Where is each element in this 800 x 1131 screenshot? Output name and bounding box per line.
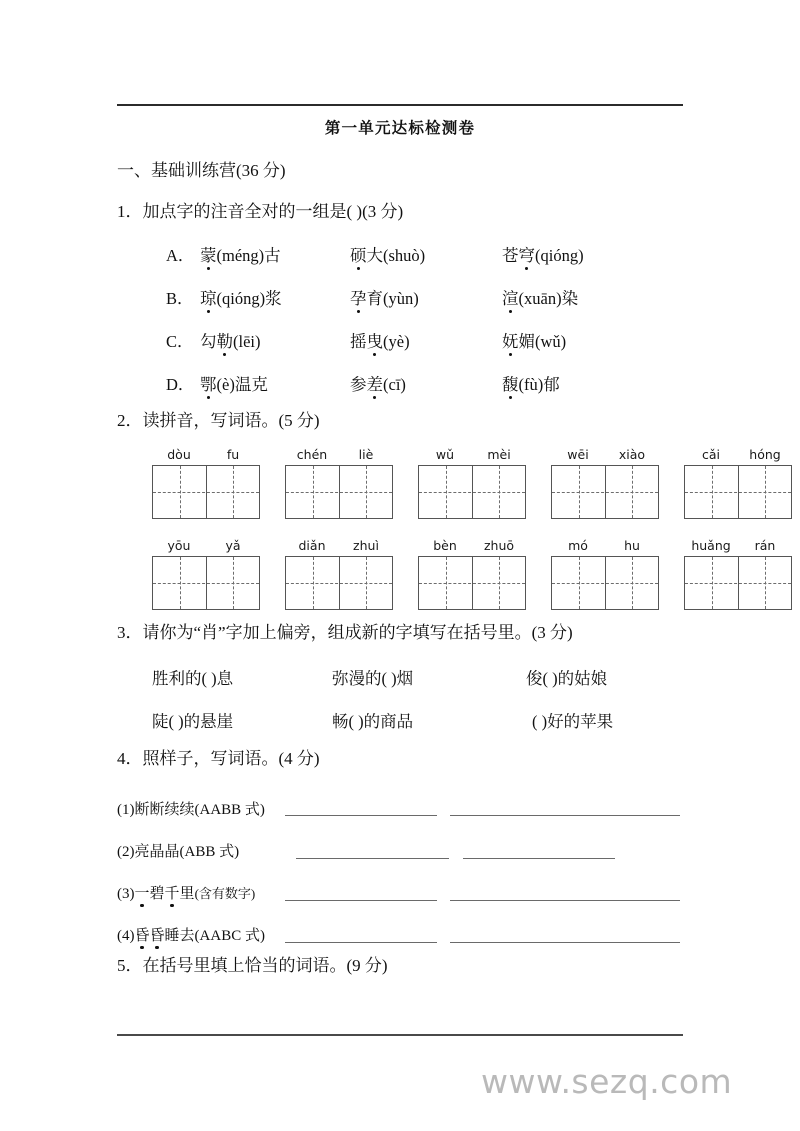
- question-1-text: 加点字的注音全对的一组是( )(3 分): [142, 202, 404, 221]
- page-title: 第一单元达标检测卷: [324, 118, 476, 137]
- pinyin-pair: [418, 538, 526, 556]
- pinyin-grid-group[interactable]: [152, 538, 260, 610]
- option-a-item-1: [200, 242, 350, 266]
- emphasis-char: 昏: [150, 924, 165, 945]
- emphasis-char: 千: [165, 882, 180, 903]
- emphasis-char: 曳: [367, 328, 384, 352]
- answer-blank[interactable]: [285, 942, 437, 943]
- opt-pre: 勾: [200, 332, 217, 351]
- option-d-item-2: [350, 371, 502, 395]
- emphasis-char: 妩: [502, 328, 519, 352]
- question-2-number: 2．: [117, 411, 143, 430]
- option-d-item-1: [200, 371, 350, 395]
- pinyin-pair: [285, 538, 393, 556]
- emphasis-char: 蒙: [200, 242, 217, 266]
- emphasis-char: 一: [135, 882, 150, 903]
- pinyin-right: zhuì: [353, 538, 379, 553]
- question-4-text: 照样子，写词语。(4 分): [142, 749, 320, 768]
- answer-blank[interactable]: [450, 900, 680, 901]
- option-d-item-3: [502, 371, 652, 395]
- emphasis-char: 渲: [502, 285, 519, 309]
- item-note: (含有数字): [194, 886, 256, 901]
- pinyin-grid-group[interactable]: [285, 538, 393, 610]
- pinyin-pair: [418, 447, 526, 465]
- fill-blank-slot[interactable]: 陡( )的悬崖: [152, 712, 234, 731]
- question-4-number: 4．: [117, 749, 143, 768]
- tianzige-box[interactable]: [285, 556, 393, 610]
- question-5-prompt: [117, 957, 388, 976]
- question-2-prompt: [117, 412, 320, 431]
- option-row-d: [166, 371, 652, 395]
- option-c-item-1: [200, 328, 350, 352]
- pinyin-left: bèn: [433, 538, 457, 553]
- question-4-item-2: [117, 840, 239, 861]
- item-text: 里: [179, 886, 195, 902]
- item-note: (AABC 式): [194, 928, 265, 944]
- tianzige-box[interactable]: [152, 465, 260, 519]
- option-b-item-1: [200, 285, 350, 309]
- tianzige-box[interactable]: [152, 556, 260, 610]
- question-4-item-4: [117, 924, 265, 945]
- fill-blank-slot[interactable]: 胜利的( )息: [152, 669, 234, 688]
- pinyin-grid-group[interactable]: [418, 447, 526, 519]
- tianzige-box[interactable]: [551, 465, 659, 519]
- answer-blank[interactable]: [463, 858, 615, 859]
- emphasis-char: 勒: [217, 328, 234, 352]
- opt-pre: 参: [350, 375, 367, 394]
- section-heading: 一、基础训练营(36 分): [117, 161, 286, 180]
- emphasis-char: 昏: [135, 924, 150, 945]
- pinyin-left: huǎng: [691, 538, 731, 553]
- pinyin-right: fu: [226, 447, 240, 462]
- question-4-item-1: [117, 798, 265, 819]
- opt-pre: 摇: [350, 332, 367, 351]
- question-1-number: 1．: [117, 202, 143, 221]
- answer-blank[interactable]: [285, 900, 437, 901]
- item-text: 碧: [149, 886, 165, 902]
- option-a-item-3: [502, 242, 652, 266]
- opt-post: 育(yùn): [366, 289, 419, 308]
- tianzige-box[interactable]: [285, 465, 393, 519]
- pinyin-right: hu: [624, 538, 640, 553]
- pinyin-pair: [551, 538, 659, 556]
- pinyin-left: chén: [296, 447, 328, 462]
- opt-post: (lēi): [233, 332, 261, 351]
- pinyin-pair: [551, 447, 659, 465]
- option-c-item-2: [350, 328, 502, 352]
- pinyin-right: mèi: [487, 447, 511, 462]
- question-3-text: 请你为“肖”字加上偏旁，组成新的字填写在括号里。(3 分): [142, 623, 573, 642]
- pinyin-grid-group[interactable]: [285, 447, 393, 519]
- pinyin-left: diǎn: [298, 538, 326, 553]
- site-watermark: www.sezq.com: [481, 1062, 733, 1101]
- emphasis-char: 差: [367, 371, 384, 395]
- pinyin-left: cǎi: [701, 447, 720, 462]
- option-d-letter: D．: [166, 375, 195, 394]
- question-3-line-2: [152, 708, 613, 732]
- item-index: (3): [117, 886, 135, 902]
- opt-post: (fù)郁: [518, 375, 560, 394]
- pinyin-grid-group[interactable]: [684, 538, 792, 610]
- tianzige-box[interactable]: [684, 465, 792, 519]
- fill-blank-slot[interactable]: 俊( )的姑娘: [526, 669, 608, 688]
- opt-post: (qióng)浆: [216, 289, 282, 308]
- opt-post: (cī): [383, 375, 406, 394]
- pinyin-left: yōu: [167, 538, 191, 553]
- pinyin-grid-group[interactable]: [684, 447, 792, 519]
- option-c-item-3: [502, 328, 652, 352]
- fill-blank-slot[interactable]: 畅( )的商品: [332, 712, 414, 731]
- pinyin-right: zhuō: [483, 538, 515, 553]
- option-row-a: [166, 242, 652, 266]
- option-row-b: [166, 285, 652, 309]
- pinyin-pair: [152, 447, 260, 465]
- emphasis-char: 馥: [502, 371, 519, 395]
- question-1-prompt: [117, 203, 403, 222]
- emphasis-char: 穹: [519, 242, 536, 266]
- opt-post: (méng)古: [216, 246, 281, 265]
- answer-blank[interactable]: [285, 815, 437, 816]
- option-row-c: [166, 328, 652, 352]
- emphasis-char: 鄂: [200, 371, 217, 395]
- pinyin-pair: [684, 447, 792, 465]
- opt-post: (qióng): [535, 246, 584, 265]
- answer-blank[interactable]: [450, 815, 680, 816]
- item-index: (4): [117, 928, 135, 944]
- pinyin-pair: [684, 538, 792, 556]
- option-c-letter: C．: [166, 332, 194, 351]
- question-2-text: 读拼音，写词语。(5 分): [142, 411, 320, 430]
- pinyin-right: rán: [754, 538, 776, 553]
- pinyin-left: mó: [568, 538, 588, 553]
- tianzige-box[interactable]: [551, 556, 659, 610]
- fill-blank-slot[interactable]: ( )好的苹果: [532, 712, 614, 731]
- emphasis-char: 孕: [350, 285, 367, 309]
- option-b-item-2: [350, 285, 502, 309]
- answer-blank[interactable]: [450, 942, 680, 943]
- pinyin-pair: [152, 538, 260, 556]
- pinyin-right: yǎ: [225, 538, 241, 553]
- opt-post: 大(shuò): [366, 246, 426, 265]
- opt-post: 媚(wǔ): [518, 332, 567, 351]
- item-label: (1)断断续续(AABB 式): [117, 802, 265, 818]
- question-5-text: 在括号里填上恰当的词语。(9 分): [142, 956, 388, 975]
- question-3-prompt: [117, 624, 573, 643]
- pinyin-left: dòu: [167, 447, 191, 462]
- tianzige-box[interactable]: [684, 556, 792, 610]
- option-b-letter: B．: [166, 289, 194, 308]
- pinyin-left: wēi: [567, 447, 589, 462]
- question-4-item-3: [117, 882, 255, 903]
- emphasis-char: 琼: [200, 285, 217, 309]
- question-3-line-1: [152, 665, 607, 689]
- footer-rule: [117, 1034, 683, 1036]
- question-5-number: 5．: [117, 956, 143, 975]
- pinyin-grid-group[interactable]: [152, 447, 260, 519]
- pinyin-grid-group[interactable]: [551, 447, 659, 519]
- pinyin-right: liè: [358, 447, 374, 462]
- pinyin-pair: [285, 447, 393, 465]
- pinyin-left: wǔ: [435, 447, 455, 462]
- emphasis-char: 硕: [350, 242, 367, 266]
- fill-blank-slot[interactable]: 弥漫的( )烟: [332, 669, 414, 688]
- tianzige-box[interactable]: [418, 556, 526, 610]
- opt-post: (yè): [383, 332, 410, 351]
- opt-pre: 苍: [502, 246, 519, 265]
- pinyin-right: xiào: [618, 447, 646, 462]
- pinyin-grid-group[interactable]: [551, 538, 659, 610]
- pinyin-grid-group[interactable]: [418, 538, 526, 610]
- header-rule: [117, 104, 683, 106]
- tianzige-box[interactable]: [418, 465, 526, 519]
- opt-post: (è)温克: [216, 375, 268, 394]
- option-a-item-2: [350, 242, 502, 266]
- question-4-prompt: [117, 750, 320, 769]
- item-label: (2)亮晶晶(ABB 式): [117, 844, 240, 860]
- pinyin-right: hóng: [749, 447, 781, 462]
- option-a-letter: A．: [166, 246, 195, 265]
- option-b-item-3: [502, 285, 652, 309]
- answer-blank[interactable]: [296, 858, 449, 859]
- opt-post: (xuān)染: [518, 289, 579, 308]
- question-3-number: 3．: [117, 623, 143, 642]
- item-text: 睡去: [164, 928, 195, 944]
